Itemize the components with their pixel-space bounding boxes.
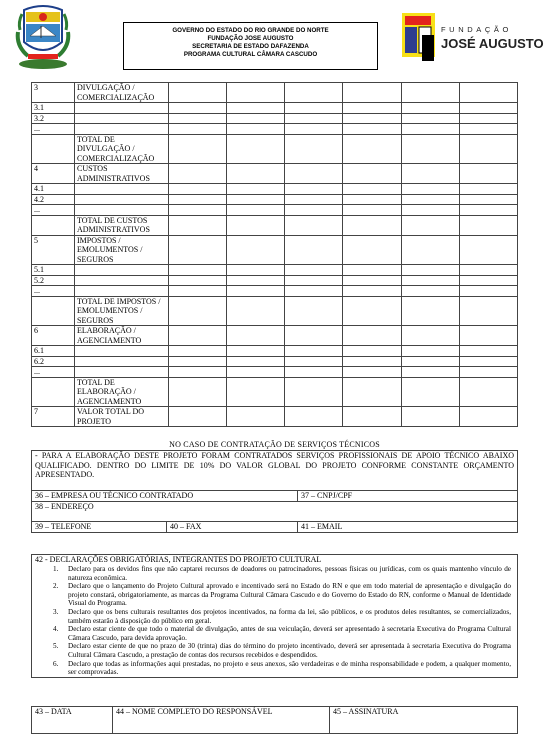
declaration-text: Declaro que os bens culturais resultantes dos projetos incentivados, na forma da lei, são públicos, e os produtos deles resultantes, se comercializados, também estarão à disposição do público em geral. <box>68 607 511 625</box>
budget-row <box>32 83 518 103</box>
budget-value-cell[interactable] <box>459 356 517 367</box>
budget-item-description <box>75 286 169 297</box>
budget-item-number: ... <box>32 205 75 216</box>
budget-item-description <box>75 367 169 378</box>
budget-item-number: 6.2 <box>32 356 75 367</box>
budget-value-cell[interactable] <box>343 205 401 216</box>
budget-value-cell[interactable] <box>285 194 343 205</box>
budget-item-number: 3.1 <box>32 103 75 114</box>
cnpj-cpf-field[interactable]: 37 – CNPJ/CPF <box>298 491 518 502</box>
budget-value-cell[interactable] <box>401 184 459 195</box>
budget-item-description <box>75 346 169 357</box>
budget-value-cell[interactable] <box>343 164 401 184</box>
budget-value-cell[interactable] <box>285 83 343 103</box>
header-line-3: SECRETARIA DE ESTADO DAFAZENDA <box>192 43 309 50</box>
tech-contractor-table <box>31 490 518 533</box>
declaration-number: 5. <box>53 642 59 651</box>
budget-value-cell[interactable] <box>285 103 343 114</box>
date-field[interactable]: 43 – DATA <box>32 707 113 734</box>
budget-item-description <box>75 184 169 195</box>
budget-value-cell[interactable] <box>169 356 227 367</box>
budget-value-cell[interactable] <box>285 184 343 195</box>
budget-value-cell[interactable] <box>401 103 459 114</box>
budget-value-cell[interactable] <box>169 367 227 378</box>
budget-value-cell[interactable] <box>401 286 459 297</box>
budget-value-cell[interactable] <box>285 377 343 407</box>
budget-value-cell[interactable] <box>401 296 459 326</box>
declaration-text: Declaro que todas as informações aqui prestadas, no projeto e seus anexos, são verdadeiras e de minha responsabilidade e podem, a qualquer momento, ser comprovadas. <box>68 659 511 677</box>
declaration-text: Declaro que o lançamento do Projeto Cultural aprovado e incentivado será no Estado do RN e que em todo material de apresentação e divulgação do projeto constará, obrigatoriamente, as marcas da Programa Cultural Câmara Cascudo e do Governo do Estado do RN, conforme o Manual de Identidade Visual do Programa. <box>68 582 511 608</box>
declaration-number: 2. <box>53 582 59 591</box>
budget-row <box>32 194 518 205</box>
budget-value-cell[interactable] <box>227 286 285 297</box>
budget-item-description: TOTAL DE ELABORAÇÃO / AGENCIAMENTO <box>75 377 169 407</box>
budget-value-cell[interactable] <box>343 346 401 357</box>
budget-item-description <box>75 265 169 276</box>
budget-value-cell[interactable] <box>227 367 285 378</box>
tech-services-section <box>31 440 518 533</box>
header-line-1: GOVERNO DO ESTADO DO RIO GRANDE DO NORTE <box>172 27 329 34</box>
budget-value-cell[interactable] <box>343 296 401 326</box>
declaration-number: 1. <box>53 565 59 573</box>
budget-item-number: 7 <box>32 407 75 427</box>
budget-row <box>32 113 518 124</box>
declaration-item <box>32 625 511 642</box>
budget-value-cell[interactable] <box>459 286 517 297</box>
budget-value-cell[interactable] <box>169 377 227 407</box>
budget-row <box>32 235 518 265</box>
budget-value-cell[interactable] <box>169 184 227 195</box>
budget-value-cell[interactable] <box>459 103 517 114</box>
budget-item-number <box>32 215 75 235</box>
budget-item-number: 4 <box>32 164 75 184</box>
budget-value-cell[interactable] <box>459 275 517 286</box>
budget-value-cell[interactable] <box>401 215 459 235</box>
budget-value-cell[interactable] <box>459 296 517 326</box>
budget-value-cell[interactable] <box>169 286 227 297</box>
header-line-2: FUNDAÇÃO JOSE AUGUSTO <box>207 35 294 42</box>
budget-item-description: ELABORAÇÃO / AGENCIAMENTO <box>75 326 169 346</box>
budget-value-cell[interactable] <box>227 134 285 164</box>
budget-value-cell[interactable] <box>285 356 343 367</box>
phone-field[interactable]: 39 – TELEFONE <box>32 522 167 533</box>
budget-value-cell[interactable] <box>343 286 401 297</box>
budget-row <box>32 326 518 346</box>
logo-label-big: JOSÉ AUGUSTO <box>441 36 544 51</box>
budget-row <box>32 377 518 407</box>
budget-value-cell[interactable] <box>343 134 401 164</box>
budget-item-number: 5 <box>32 235 75 265</box>
signature-field[interactable]: 45 – ASSINATURA <box>330 707 518 734</box>
budget-item-description: CUSTOS ADMINISTRATIVOS <box>75 164 169 184</box>
budget-value-cell[interactable] <box>285 326 343 346</box>
declaration-item <box>32 660 511 677</box>
budget-value-cell[interactable] <box>459 215 517 235</box>
budget-value-cell[interactable] <box>169 346 227 357</box>
declarations-header: 42 - DECLARAÇÕES OBRIGATÓRIAS, INTEGRANTES DO PROJETO CULTURAL <box>35 555 322 564</box>
budget-item-number: 4.2 <box>32 194 75 205</box>
budget-value-cell[interactable] <box>401 407 459 427</box>
budget-value-cell[interactable] <box>285 235 343 265</box>
budget-row <box>32 184 518 195</box>
declaration-item <box>32 608 511 625</box>
budget-value-cell[interactable] <box>401 356 459 367</box>
budget-value-cell[interactable] <box>169 407 227 427</box>
budget-value-cell[interactable] <box>169 113 227 124</box>
declaration-text: Declaro para os devidos fins que não captarei recursos de doadores ou patrocinadores, pessoas físicas ou jurídicas, com os quais mantenho vínculo de natureza econômica. <box>68 565 511 582</box>
header-line-4: PROGRAMA CULTURAL CÂMARA CASCUDO <box>183 51 318 58</box>
budget-value-cell[interactable] <box>343 235 401 265</box>
budget-value-cell[interactable] <box>343 184 401 195</box>
budget-item-description <box>75 103 169 114</box>
budget-value-cell[interactable] <box>459 164 517 184</box>
contractor-field[interactable]: 36 – EMPRESA OU TÉCNICO CONTRATADO <box>32 491 298 502</box>
budget-value-cell[interactable] <box>227 377 285 407</box>
budget-item-number: 3 <box>32 83 75 103</box>
budget-table <box>31 82 518 427</box>
budget-value-cell[interactable] <box>285 134 343 164</box>
budget-value-cell[interactable] <box>459 205 517 216</box>
budget-item-number: 3.2 <box>32 113 75 124</box>
budget-value-cell[interactable] <box>343 275 401 286</box>
budget-value-cell[interactable] <box>343 265 401 276</box>
budget-value-cell[interactable] <box>227 124 285 135</box>
budget-value-cell[interactable] <box>285 215 343 235</box>
budget-value-cell[interactable] <box>227 356 285 367</box>
budget-value-cell[interactable] <box>343 215 401 235</box>
budget-value-cell[interactable] <box>227 275 285 286</box>
budget-value-cell[interactable] <box>343 83 401 103</box>
budget-value-cell[interactable] <box>169 134 227 164</box>
budget-item-number <box>32 377 75 407</box>
budget-value-cell[interactable] <box>459 113 517 124</box>
fax-field[interactable]: 40 – FAX <box>167 522 298 533</box>
budget-item-number <box>32 134 75 164</box>
budget-item-number <box>32 296 75 326</box>
budget-item-description: TOTAL DE CUSTOS ADMINISTRATIVOS <box>75 215 169 235</box>
budget-value-cell[interactable] <box>285 164 343 184</box>
budget-value-cell[interactable] <box>401 346 459 357</box>
budget-value-cell[interactable] <box>343 194 401 205</box>
declaration-item <box>32 565 511 582</box>
budget-value-cell[interactable] <box>285 113 343 124</box>
budget-value-cell[interactable] <box>459 83 517 103</box>
budget-item-description: IMPOSTOS / EMOLUMENTOS / SEGUROS <box>75 235 169 265</box>
budget-item-description <box>75 194 169 205</box>
budget-value-cell[interactable] <box>285 407 343 427</box>
budget-item-number: 5.2 <box>32 275 75 286</box>
budget-row <box>32 124 518 135</box>
responsible-name-field[interactable]: 44 – NOME COMPLETO DO RESPONSÁVEL <box>113 707 330 734</box>
budget-value-cell[interactable] <box>459 265 517 276</box>
declarations-list <box>32 565 517 677</box>
budget-value-cell[interactable] <box>459 194 517 205</box>
budget-row <box>32 275 518 286</box>
budget-item-number: ... <box>32 286 75 297</box>
budget-value-cell[interactable] <box>343 124 401 135</box>
budget-value-cell[interactable] <box>169 164 227 184</box>
budget-item-description <box>75 356 169 367</box>
declaration-number: 3. <box>53 607 59 616</box>
budget-value-cell[interactable] <box>285 205 343 216</box>
budget-value-cell[interactable] <box>401 367 459 378</box>
declaration-number: 6. <box>53 659 59 668</box>
budget-value-cell[interactable] <box>343 356 401 367</box>
declaration-number: 4. <box>53 625 59 634</box>
budget-row <box>32 367 518 378</box>
budget-value-cell[interactable] <box>285 367 343 378</box>
budget-value-cell[interactable] <box>227 346 285 357</box>
budget-value-cell[interactable] <box>401 265 459 276</box>
budget-value-cell[interactable] <box>227 184 285 195</box>
budget-value-cell[interactable] <box>169 275 227 286</box>
budget-value-cell[interactable] <box>169 83 227 103</box>
declarations-box <box>31 554 518 678</box>
budget-row <box>32 407 518 427</box>
budget-value-cell[interactable] <box>169 205 227 216</box>
budget-value-cell[interactable] <box>227 113 285 124</box>
budget-value-cell[interactable] <box>227 205 285 216</box>
budget-row <box>32 286 518 297</box>
budget-row <box>32 296 518 326</box>
budget-value-cell[interactable] <box>227 265 285 276</box>
budget-value-cell[interactable] <box>285 275 343 286</box>
budget-value-cell[interactable] <box>459 326 517 346</box>
budget-value-cell[interactable] <box>401 83 459 103</box>
budget-value-cell[interactable] <box>169 194 227 205</box>
budget-item-description <box>75 124 169 135</box>
budget-value-cell[interactable] <box>459 124 517 135</box>
budget-value-cell[interactable] <box>227 215 285 235</box>
budget-item-description: TOTAL DE IMPOSTOS / EMOLUMENTOS / SEGUROS <box>75 296 169 326</box>
tech-section-paragraph: - PARA A ELABORAÇÃO DESTE PROJETO FORAM CONTRATADOS SERVIÇOS PROFISSIONAIS DE APOIO TÉCNICO ABAIXO QUALIFICADO. DENTRO DO LIMITE DE 10% DO VALOR GLOBAL DO PROJETO CONFORME CONSTANTE ORÇAMENTO APRESENTADO. <box>31 450 518 490</box>
budget-value-cell[interactable] <box>285 265 343 276</box>
budget-value-cell[interactable] <box>169 235 227 265</box>
budget-row <box>32 265 518 276</box>
budget-item-description <box>75 205 169 216</box>
budget-value-cell[interactable] <box>401 124 459 135</box>
budget-row <box>32 205 518 216</box>
budget-value-cell[interactable] <box>285 296 343 326</box>
declaration-text: Declaro estar ciente de que todo o material de divulgação, antes de sua veiculação, deverá ser apresentado à secretaria Executiva do Programa Cultural Câmara Cascudo, para devida aprovação. <box>68 625 511 642</box>
budget-item-number: 6 <box>32 326 75 346</box>
budget-row <box>32 356 518 367</box>
budget-value-cell[interactable] <box>169 215 227 235</box>
logo-label-small: FUNDAÇÃO <box>441 25 512 34</box>
budget-item-number: 6.1 <box>32 346 75 357</box>
budget-value-cell[interactable] <box>343 407 401 427</box>
budget-value-cell[interactable] <box>343 377 401 407</box>
address-field[interactable]: 38 – ENDEREÇO <box>32 502 518 522</box>
budget-value-cell[interactable] <box>227 103 285 114</box>
budget-value-cell[interactable] <box>343 103 401 114</box>
budget-value-cell[interactable] <box>169 265 227 276</box>
budget-row <box>32 134 518 164</box>
budget-item-number: 4.1 <box>32 184 75 195</box>
budget-row <box>32 215 518 235</box>
budget-value-cell[interactable] <box>169 124 227 135</box>
budget-item-number: ... <box>32 367 75 378</box>
budget-value-cell[interactable] <box>227 407 285 427</box>
budget-value-cell[interactable] <box>459 367 517 378</box>
budget-item-description: VALOR TOTAL DO PROJETO <box>75 407 169 427</box>
budget-row <box>32 103 518 114</box>
budget-value-cell[interactable] <box>343 326 401 346</box>
budget-item-number: ... <box>32 124 75 135</box>
budget-value-cell[interactable] <box>401 235 459 265</box>
budget-item-description <box>75 113 169 124</box>
budget-value-cell[interactable] <box>401 275 459 286</box>
budget-value-cell[interactable] <box>459 377 517 407</box>
budget-value-cell[interactable] <box>459 407 517 427</box>
budget-item-description: TOTAL DE DIVULGAÇÃO / COMERCIALIZAÇÃO <box>75 134 169 164</box>
budget-value-cell[interactable] <box>169 296 227 326</box>
declaration-item <box>32 642 511 659</box>
email-field[interactable]: 41 – EMAIL <box>298 522 518 533</box>
budget-value-cell[interactable] <box>227 164 285 184</box>
budget-value-cell[interactable] <box>459 346 517 357</box>
tech-section-title: NO CASO DE CONTRATAÇÃO DE SERVIÇOS TÉCNICOS <box>169 440 380 449</box>
budget-value-cell[interactable] <box>285 286 343 297</box>
budget-value-cell[interactable] <box>459 184 517 195</box>
budget-value-cell[interactable] <box>285 346 343 357</box>
budget-value-cell[interactable] <box>401 205 459 216</box>
budget-value-cell[interactable] <box>401 194 459 205</box>
budget-row <box>32 164 518 184</box>
budget-value-cell[interactable] <box>401 113 459 124</box>
budget-value-cell[interactable] <box>227 235 285 265</box>
budget-value-cell[interactable] <box>285 124 343 135</box>
budget-value-cell[interactable] <box>227 296 285 326</box>
budget-value-cell[interactable] <box>227 326 285 346</box>
budget-item-description <box>75 275 169 286</box>
budget-value-cell[interactable] <box>169 326 227 346</box>
signature-table <box>31 706 518 734</box>
budget-value-cell[interactable] <box>459 235 517 265</box>
budget-item-number: 5.1 <box>32 265 75 276</box>
budget-value-cell[interactable] <box>401 134 459 164</box>
budget-item-description: DIVULGAÇÃO / COMERCIALIZAÇÃO <box>75 83 169 103</box>
budget-value-cell[interactable] <box>227 83 285 103</box>
budget-value-cell[interactable] <box>401 164 459 184</box>
header-title-box <box>123 22 378 70</box>
budget-value-cell[interactable] <box>401 377 459 407</box>
state-coat-of-arms-icon <box>14 2 72 70</box>
budget-row <box>32 346 518 357</box>
budget-value-cell[interactable] <box>343 367 401 378</box>
budget-value-cell[interactable] <box>459 134 517 164</box>
budget-value-cell[interactable] <box>227 194 285 205</box>
budget-value-cell[interactable] <box>401 326 459 346</box>
budget-value-cell[interactable] <box>343 113 401 124</box>
budget-value-cell[interactable] <box>169 103 227 114</box>
declaration-item <box>32 582 511 608</box>
declaration-text: Declaro estar ciente de que no prazo de 30 (trinta) dias do término do projeto incentivado, deverá ser apresentada à secretaria Executiva do Programa Cultural Câmara Cascudo, a prestação de contas dos recursos recebidos e despendidos. <box>68 642 511 659</box>
